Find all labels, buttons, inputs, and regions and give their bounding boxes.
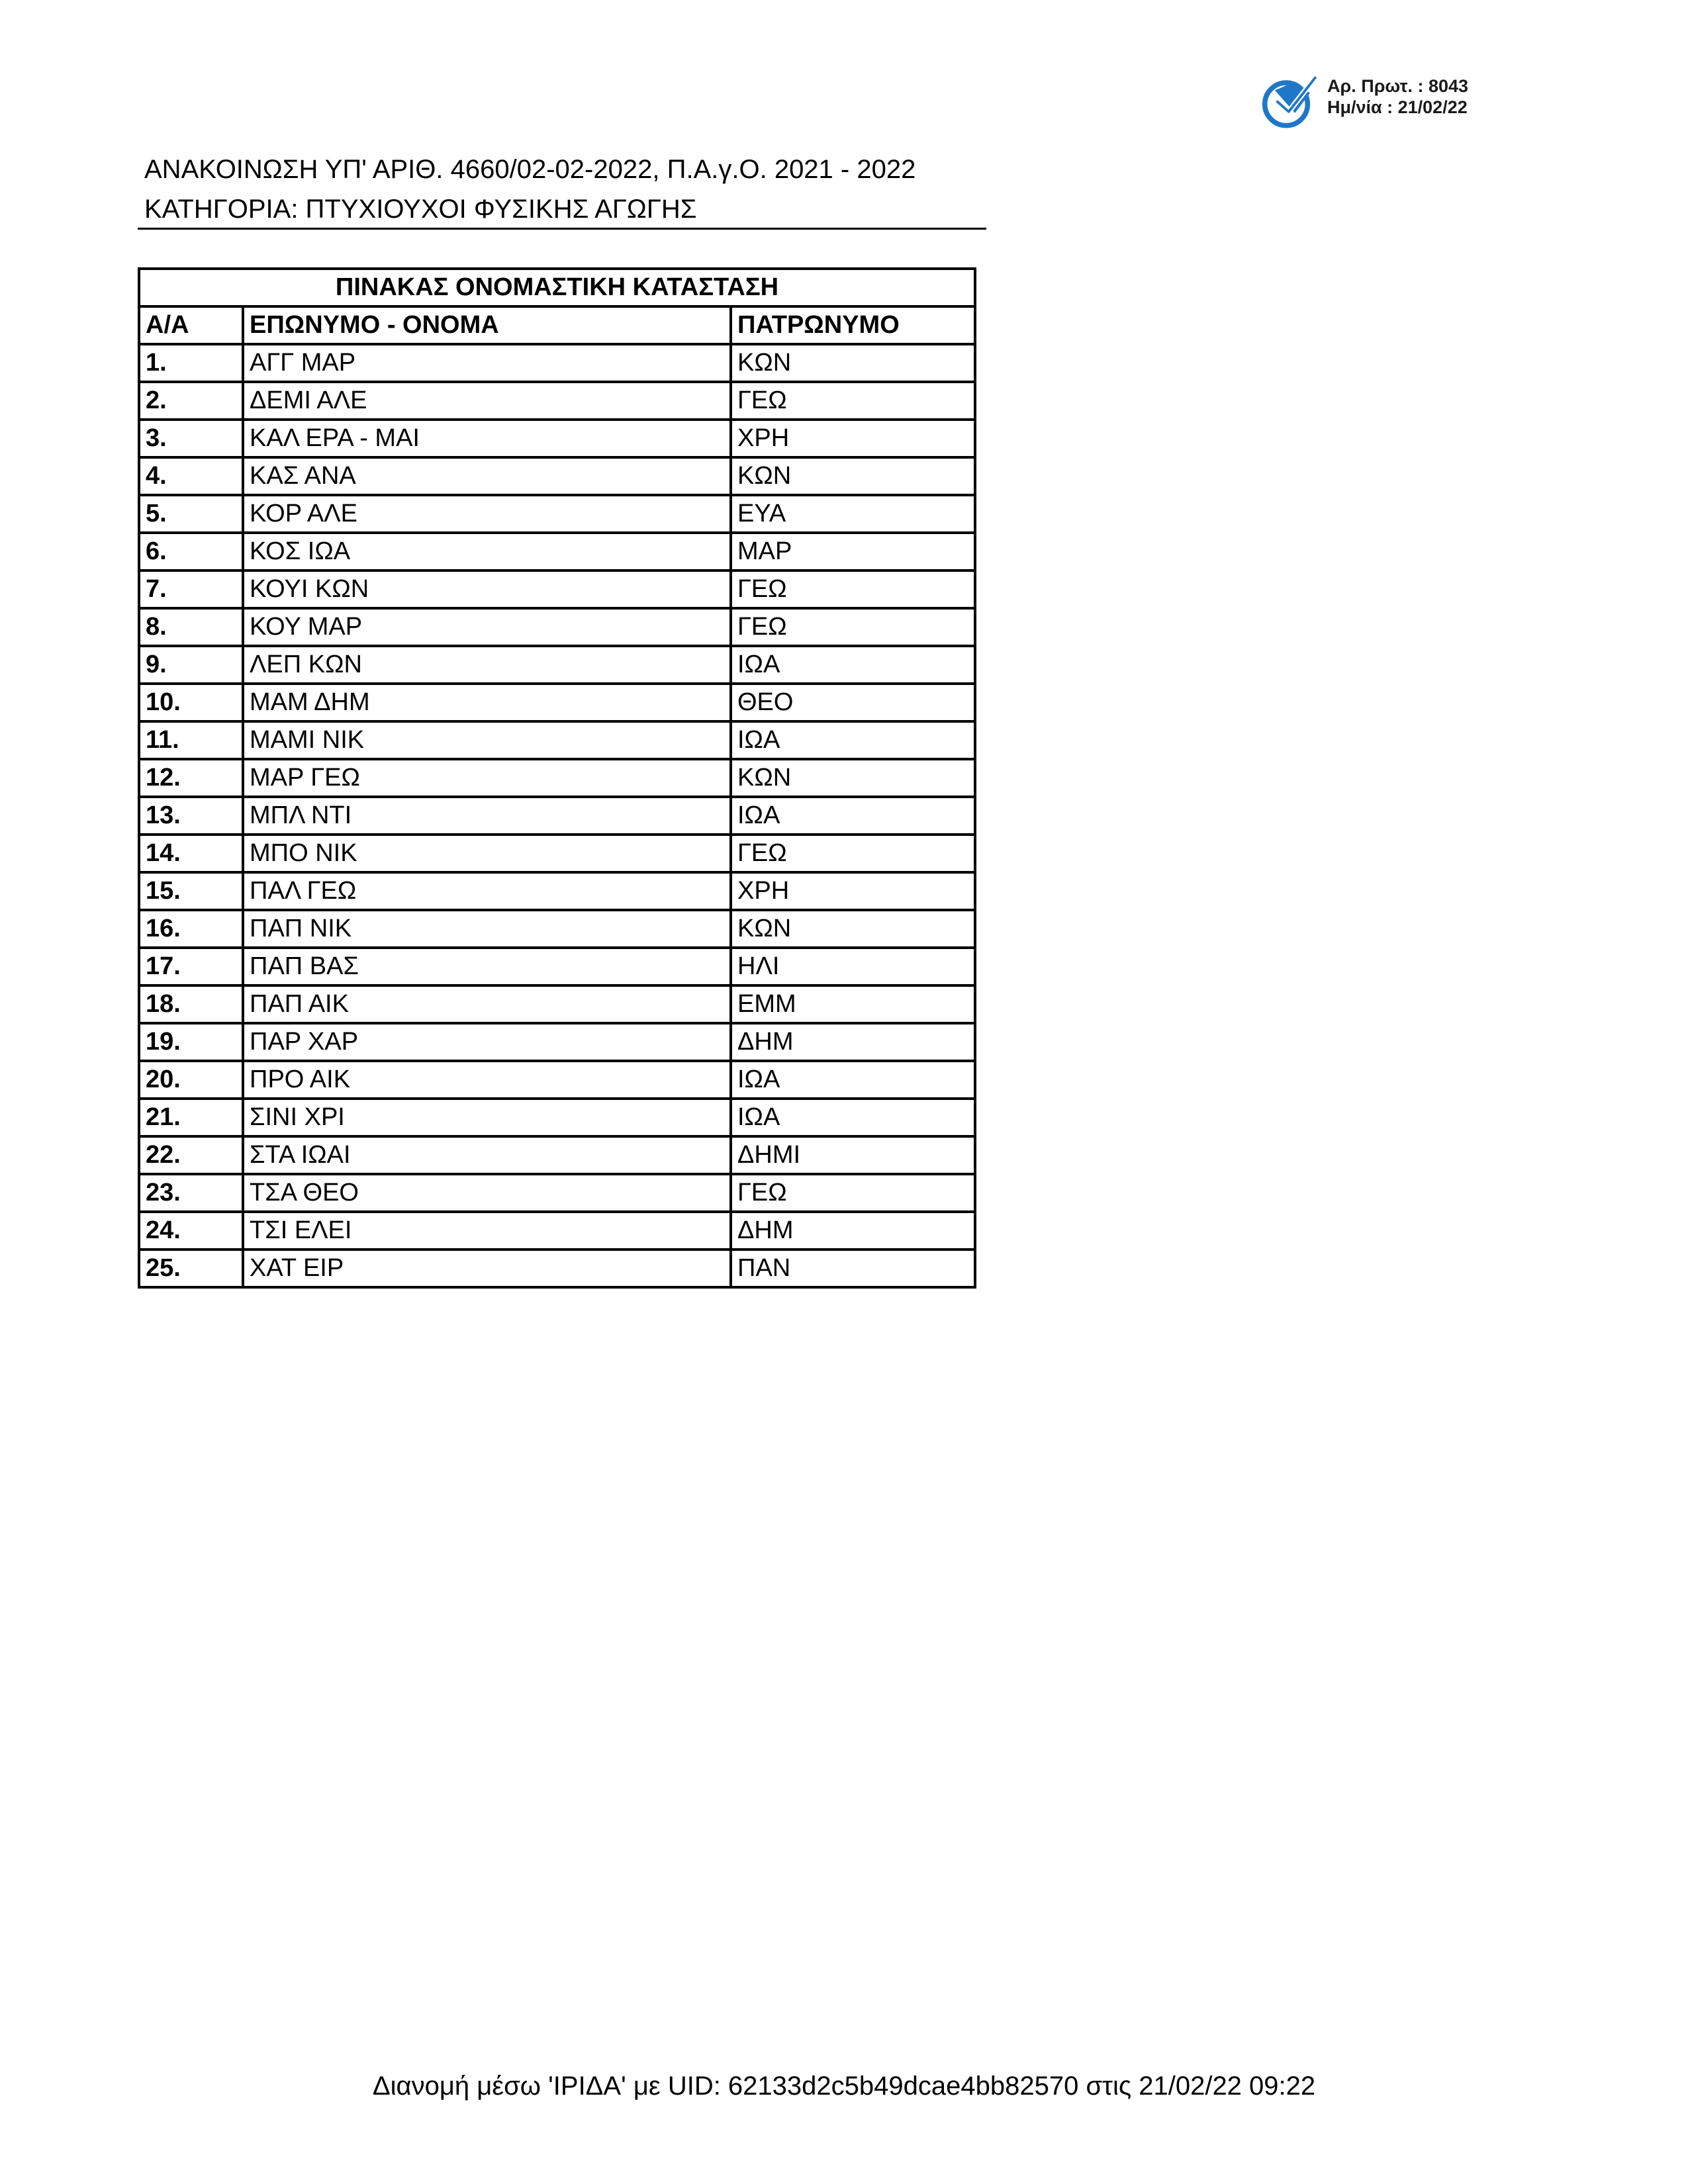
row-name: ΠΡΟ ΑΙΚ: [243, 1061, 731, 1099]
table-row: [139, 872, 975, 910]
protocol-date: Ημ/νία : 21/02/22: [1327, 97, 1468, 117]
table-row: [139, 1136, 975, 1174]
row-number: 23.: [139, 1174, 243, 1212]
category-line: ΚΑΤΗΓΟΡΙΑ: ΠΤΥΧΙΟΥΧΟΙ ΦΥΣΙΚΗΣ ΑΓΩΓΗΣ: [144, 195, 697, 224]
column-header-father: ΠΑΤΡΩΝΥΜΟ: [731, 306, 975, 344]
row-father: ΗΛΙ: [731, 948, 975, 985]
table-row: [139, 1250, 975, 1287]
announcement-header: [144, 150, 915, 229]
row-father: ΕΥΑ: [731, 495, 975, 533]
row-number: 17.: [139, 948, 243, 985]
table-row: [139, 759, 975, 797]
table-row: [139, 533, 975, 570]
row-father: ΓΕΩ: [731, 1174, 975, 1212]
row-number: 6.: [139, 533, 243, 570]
row-name: ΣΤΑ ΙΩΑΙ: [243, 1136, 731, 1174]
table-row: [139, 570, 975, 608]
table-row: [139, 1061, 975, 1099]
row-name: ΤΣΙ ΕΛΕΙ: [243, 1212, 731, 1250]
row-father: ΕΜΜ: [731, 985, 975, 1023]
row-name: ΜΠΟ ΝΙΚ: [243, 835, 731, 872]
row-father: ΓΕΩ: [731, 570, 975, 608]
row-number: 5.: [139, 495, 243, 533]
row-father: ΓΕΩ: [731, 608, 975, 646]
column-header-name: ΕΠΩΝΥΜΟ - ΟΝΟΜΑ: [243, 306, 731, 344]
row-father: ΧΡΗ: [731, 420, 975, 457]
table-row: [139, 1099, 975, 1136]
row-name: ΜΠΛ ΝΤΙ: [243, 797, 731, 835]
table-body: [139, 344, 975, 1287]
row-number: 16.: [139, 910, 243, 948]
row-number: 14.: [139, 835, 243, 872]
table-row: [139, 797, 975, 835]
table-row: [139, 835, 975, 872]
row-number: 13.: [139, 797, 243, 835]
row-number: 25.: [139, 1250, 243, 1287]
row-number: 4.: [139, 457, 243, 495]
row-father: ΜΑΡ: [731, 533, 975, 570]
row-name: ΚΟΡ ΑΛΕ: [243, 495, 731, 533]
row-number: 20.: [139, 1061, 243, 1099]
row-number: 3.: [139, 420, 243, 457]
row-name: ΛΕΠ ΚΩΝ: [243, 646, 731, 684]
row-number: 15.: [139, 872, 243, 910]
iris-logo-icon: [1261, 71, 1324, 134]
table-title: ΠΙΝΑΚΑΣ ΟΝΟΜΑΣΤΙΚΗ ΚΑΤΑΣΤΑΣΗ: [139, 269, 975, 306]
header-divider: [138, 228, 986, 230]
table-row: [139, 721, 975, 759]
row-name: ΠΑΛ ΓΕΩ: [243, 872, 731, 910]
row-number: 1.: [139, 344, 243, 382]
table-row: [139, 382, 975, 420]
row-name: ΜΑΜΙ ΝΙΚ: [243, 721, 731, 759]
row-father: ΚΩΝ: [731, 457, 975, 495]
row-father: ΔΗΜ: [731, 1212, 975, 1250]
row-father: ΚΩΝ: [731, 910, 975, 948]
table-row: [139, 985, 975, 1023]
row-number: 9.: [139, 646, 243, 684]
row-name: ΠΑΠ ΒΑΣ: [243, 948, 731, 985]
row-name: ΑΓΓ ΜΑΡ: [243, 344, 731, 382]
row-number: 19.: [139, 1023, 243, 1061]
row-father: ΓΕΩ: [731, 382, 975, 420]
protocol-stamp: [1261, 71, 1499, 138]
row-father: ΔΗΜΙ: [731, 1136, 975, 1174]
table-row: [139, 646, 975, 684]
row-name: ΣΙΝΙ ΧΡΙ: [243, 1099, 731, 1136]
table-row: [139, 420, 975, 457]
table-row: [139, 1212, 975, 1250]
row-father: ΘΕΟ: [731, 684, 975, 721]
row-number: 22.: [139, 1136, 243, 1174]
row-father: ΧΡΗ: [731, 872, 975, 910]
row-number: 18.: [139, 985, 243, 1023]
row-number: 21.: [139, 1099, 243, 1136]
row-number: 10.: [139, 684, 243, 721]
row-name: ΜΑΡ ΓΕΩ: [243, 759, 731, 797]
table-row: [139, 608, 975, 646]
table-row: [139, 495, 975, 533]
row-name: ΚΑΣ ΑΝΑ: [243, 457, 731, 495]
row-number: 11.: [139, 721, 243, 759]
row-number: 12.: [139, 759, 243, 797]
row-number: 7.: [139, 570, 243, 608]
table-row: [139, 1023, 975, 1061]
row-number: 24.: [139, 1212, 243, 1250]
row-father: ΙΩΑ: [731, 797, 975, 835]
row-name: ΧΑΤ ΕΙΡ: [243, 1250, 731, 1287]
stamp-text: [1327, 75, 1468, 118]
row-father: ΓΕΩ: [731, 835, 975, 872]
row-name: ΔΕΜΙ ΑΛΕ: [243, 382, 731, 420]
protocol-number: Αρ. Πρωτ. : 8043: [1327, 76, 1469, 96]
row-father: ΙΩΑ: [731, 721, 975, 759]
row-name: ΠΑΡ ΧΑΡ: [243, 1023, 731, 1061]
table-row: [139, 684, 975, 721]
table-row: [139, 948, 975, 985]
table-row: [139, 344, 975, 382]
row-father: ΠΑΝ: [731, 1250, 975, 1287]
announcement-title: ΑΝΑΚΟΙΝΩΣΗ ΥΠ' ΑΡΙΘ. 4660/02-02-2022, Π.Α.γ.Ο. 2021 - 2022: [144, 155, 916, 184]
row-name: ΚΟΥΙ ΚΩΝ: [243, 570, 731, 608]
row-name: ΠΑΠ ΝΙΚ: [243, 910, 731, 948]
row-name: ΜΑΜ ΔΗΜ: [243, 684, 731, 721]
table-row: [139, 1174, 975, 1212]
row-father: ΚΩΝ: [731, 344, 975, 382]
row-name: ΤΣΑ ΘΕΟ: [243, 1174, 731, 1212]
row-father: ΔΗΜ: [731, 1023, 975, 1061]
distribution-footer: Διανομή μέσω 'ΙΡΙΔΑ' με UID: 62133d2c5b49dcae4bb82570 στις 21/02/22 09:22: [372, 2071, 1316, 2101]
row-father: ΙΩΑ: [731, 1061, 975, 1099]
table-row: [139, 457, 975, 495]
row-father: ΙΩΑ: [731, 646, 975, 684]
row-father: ΚΩΝ: [731, 759, 975, 797]
row-father: ΙΩΑ: [731, 1099, 975, 1136]
row-number: 2.: [139, 382, 243, 420]
table-row: [139, 910, 975, 948]
row-name: ΚΟΥ ΜΑΡ: [243, 608, 731, 646]
column-header-aa: Α/Α: [139, 306, 243, 344]
row-name: ΚΑΛ ΕΡΑ - ΜΑΙ: [243, 420, 731, 457]
row-name: ΠΑΠ ΑΙΚ: [243, 985, 731, 1023]
name-list-table: [138, 267, 976, 1289]
row-number: 8.: [139, 608, 243, 646]
row-name: ΚΟΣ ΙΩΑ: [243, 533, 731, 570]
